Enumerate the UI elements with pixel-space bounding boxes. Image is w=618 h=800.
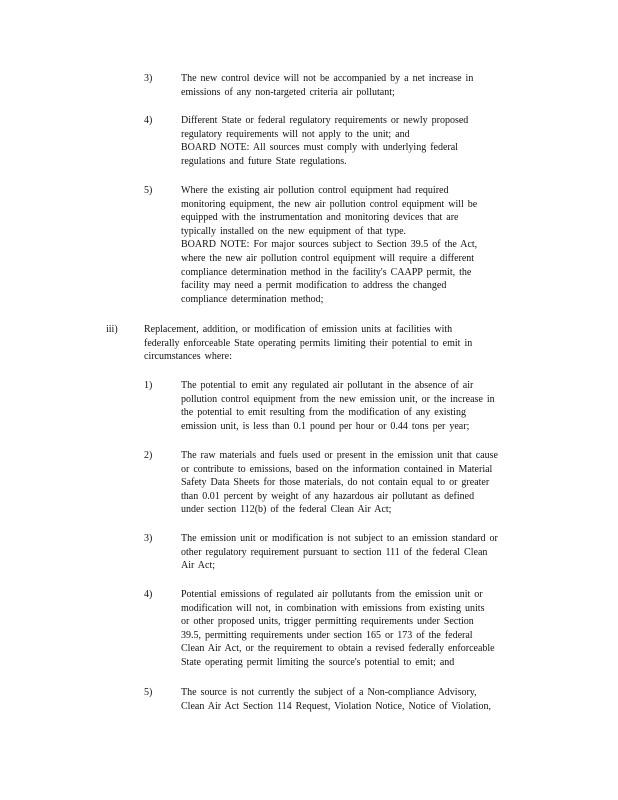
- text-line: Different State or federal regulatory requirements or newly proposed: [181, 115, 469, 126]
- item-number: 2): [144, 450, 153, 461]
- text-line: modification will not, in combination with emissions from existing units: [181, 602, 485, 614]
- text-line: The potential to emit any regulated air pollutant in the absence of air: [181, 380, 474, 391]
- text-line: regulatory requirements will not apply to the unit; and: [181, 128, 410, 140]
- item-text: [144, 323, 539, 364]
- text-line: where the new air pollution control equipment will require a different: [181, 252, 475, 264]
- text-line: Clean Air Act Section 114 Request, Violation Notice, Notice of Violation,: [181, 700, 491, 712]
- item-number: iii): [106, 324, 118, 335]
- item-number: 5): [144, 687, 153, 698]
- text-line: Replacement, addition, or modification of emission units at facilities with: [144, 324, 453, 335]
- text-line: monitoring equipment, the new air pollution control equipment will be: [181, 198, 478, 210]
- text-line: typically installed on the new equipment of that type.: [181, 225, 407, 237]
- item-number: 3): [144, 73, 153, 84]
- text-line: other regulatory requirement pursuant to section 111 of the federal Clean: [181, 546, 488, 558]
- item-text: [181, 184, 539, 306]
- text-line: Clean Air Act, or the requirement to obtain a revised federally enforceable: [181, 643, 495, 655]
- item-number: 5): [144, 185, 153, 196]
- text-line: 39.5, permitting requirements under section 165 or 173 of the federal: [181, 629, 473, 641]
- item-number: 1): [144, 380, 153, 391]
- text-line: facility may need a permit modification to address the changed: [181, 280, 447, 292]
- text-line: or contribute to emissions, based on the information contained in Material: [181, 463, 493, 475]
- item-text: [181, 588, 539, 670]
- item-number: 4): [144, 589, 153, 600]
- item-text: [181, 449, 539, 517]
- text-line: compliance determination method;: [181, 293, 324, 305]
- text-line: Air Act;: [181, 560, 215, 572]
- text-line: under section 112(b) of the federal Clean Air Act;: [181, 504, 392, 516]
- text-line: emissions of any non-targeted criteria air pollutant;: [181, 86, 395, 98]
- item-text: [181, 532, 539, 573]
- item-text: [181, 379, 539, 433]
- text-line: regulations and future State regulations.: [181, 155, 347, 167]
- item-text: [181, 72, 539, 99]
- text-line: Potential emissions of regulated air pollutants from the emission unit or: [181, 589, 483, 600]
- text-line: The emission unit or modification is not subject to an emission standard or: [181, 533, 498, 544]
- text-line: The new control device will not be accompanied by a net increase in: [181, 73, 474, 84]
- board-note-line: BOARD NOTE: For major sources subject to Section 39.5 of the Act,: [181, 239, 478, 251]
- item-text: [181, 686, 539, 713]
- text-line: State operating permit limiting the source's potential to emit; and: [181, 656, 455, 668]
- item-number: 3): [144, 533, 153, 544]
- text-line: than 0.01 percent by weight of any hazardous air pollutant as defined: [181, 490, 475, 502]
- board-note-line: BOARD NOTE: All sources must comply with underlying federal: [181, 142, 458, 154]
- text-line: equipped with the instrumentation and monitoring devices that are: [181, 212, 459, 224]
- text-line: federally enforceable State operating permits limiting their potential to emit in: [144, 337, 473, 349]
- text-line: emission unit, is less than 0.1 pound per hour or 0.44 tons per year;: [181, 420, 470, 432]
- text-line: Safety Data Sheets for those materials, do not contain equal to or greater: [181, 477, 490, 489]
- text-line: circumstances where:: [144, 351, 232, 363]
- text-line: The raw materials and fuels used or present in the emission unit that cause: [181, 450, 498, 461]
- item-text: [181, 114, 539, 168]
- text-line: or other proposed units, trigger permitting requirements under Section: [181, 616, 474, 628]
- text-line: pollution control equipment from the new emission unit, or the increase in: [181, 393, 495, 405]
- text-line: Where the existing air pollution control equipment had required: [181, 185, 449, 196]
- item-number: 4): [144, 115, 153, 126]
- text-line: The source is not currently the subject of a Non-compliance Advisory,: [181, 687, 477, 698]
- text-line: the potential to emit resulting from the modification of any existing: [181, 407, 466, 419]
- text-line: compliance determination method in the facility's CAAPP permit, the: [181, 266, 472, 278]
